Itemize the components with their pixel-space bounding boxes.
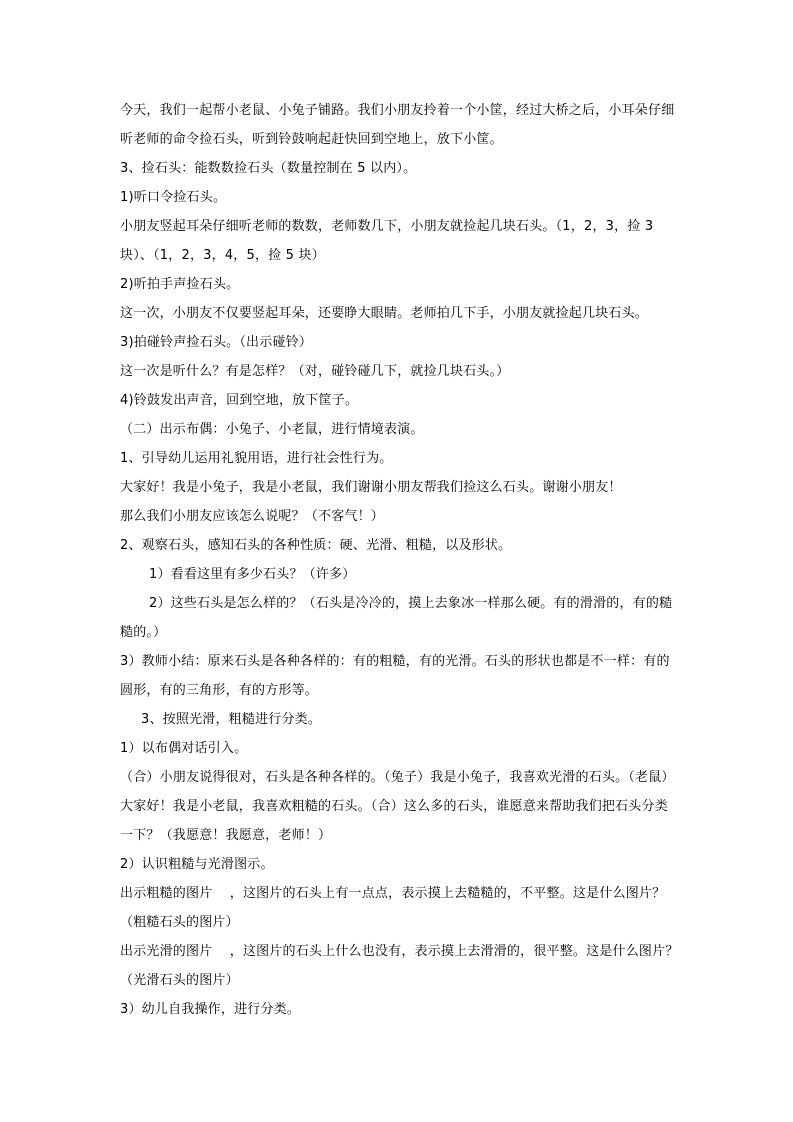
paragraph-line: 大家好！我是小兔子，我是小老鼠，我们谢谢小朋友帮我们捡这么石头。谢谢小朋友！ bbox=[120, 480, 622, 495]
subsection-heading: 1）看看这里有多少石头？（许多） bbox=[149, 567, 356, 582]
paragraph-line: （光滑石头的图片） bbox=[120, 973, 239, 988]
paragraph-line: （粗糙石头的图片） bbox=[120, 915, 239, 930]
paragraph-line: 2）这些石头是怎么样的？（石头是冷冷的，摸上去象冰一样那么硬。有的滑滑的，有的糙 bbox=[149, 596, 673, 611]
paragraph-line: 圆形，有的三角形，有的方形等。 bbox=[120, 683, 319, 698]
section-heading: 3、捡石头：能数数捡石头（数量控制在 5 以内）。 bbox=[120, 161, 417, 176]
paragraph-line: 这一次是听什么？有是怎样？（对，碰铃碰几下，就捡几块石头。） bbox=[120, 364, 510, 379]
section-heading: 3、按照光滑，粗糙进行分类。 bbox=[141, 712, 322, 727]
subsection-heading: 3)拍碰铃声捡石头。（出示碰铃） bbox=[120, 335, 313, 350]
paragraph-line: 那么我们小朋友应该怎么说呢？（不客气！） bbox=[120, 509, 385, 524]
section-heading: 2、观察石头，感知石头的各种性质：硬、光滑、粗糙，以及形状。 bbox=[120, 538, 512, 553]
paragraph-line: 块）、（1，2，3，4，5，捡 5 块） bbox=[120, 248, 325, 263]
paragraph-line: 一下？（我愿意！我愿意，老师！） bbox=[120, 828, 332, 843]
subsection-heading: 2)听拍手声捡石头。 bbox=[120, 277, 240, 292]
subsection-heading: 1）以布偶对话引入。 bbox=[120, 741, 248, 756]
paragraph-line: 今天，我们一起帮小老鼠、小兔子铺路。我们小朋友拎着一个小筐，经过大桥之后，小耳朵仔细 bbox=[120, 103, 675, 118]
subsection-heading: 1)听口令捡石头。 bbox=[120, 190, 227, 205]
paragraph-line: 大家好！我是小老鼠，我喜欢粗糙的石头。（合）这么多的石头，谁愿意来帮助我们把石头分类 bbox=[120, 799, 668, 814]
paragraph-line: 小朋友竖起耳朵仔细听老师的数数，老师数几下，小朋友就捡起几块石头。（1，2，3，捡 3 bbox=[120, 219, 654, 234]
subsection-heading: 4)铃鼓发出声音，回到空地，放下筐子。 bbox=[120, 393, 359, 408]
section-heading: 1、引导幼儿运用礼貌用语，进行社会性行为。 bbox=[120, 451, 393, 466]
paragraph-line: 3）教师小结：原来石头是各种各样的：有的粗糙，有的光滑。石头的形状也都是不一样：有的 bbox=[120, 654, 670, 669]
paragraph-line: 听老师的命令捡石头，听到铃鼓响起赶快回到空地上，放下小筐。 bbox=[120, 132, 503, 147]
paragraph-line: 出示粗糙的图片 ，这图片的石头上有一点点，表示摸上去糙糙的，不平整。这是什么图片？ bbox=[120, 886, 666, 901]
paragraph-line: 糙的。） bbox=[120, 625, 167, 640]
paragraph-line: 这一次，小朋友不仅要竖起耳朵，还要睁大眼睛。老师拍几下手，小朋友就捡起几块石头。 bbox=[120, 306, 649, 321]
paragraph-line: （合）小朋友说得很对，石头是各种各样的。（兔子）我是小兔子，我喜欢光滑的石头。（老鼠） bbox=[120, 770, 675, 785]
subsection-heading: 3）幼儿自我操作，进行分类。 bbox=[120, 1002, 301, 1017]
section-heading: （二）出示布偶：小兔子、小老鼠，进行情境表演。 bbox=[120, 422, 424, 437]
paragraph-line: 出示光滑的图片 ，这图片的石头上什么也没有，表示摸上去滑滑的，很平整。这是什么图片？ bbox=[120, 944, 679, 959]
subsection-heading: 2）认识粗糙与光滑图示。 bbox=[120, 857, 274, 872]
